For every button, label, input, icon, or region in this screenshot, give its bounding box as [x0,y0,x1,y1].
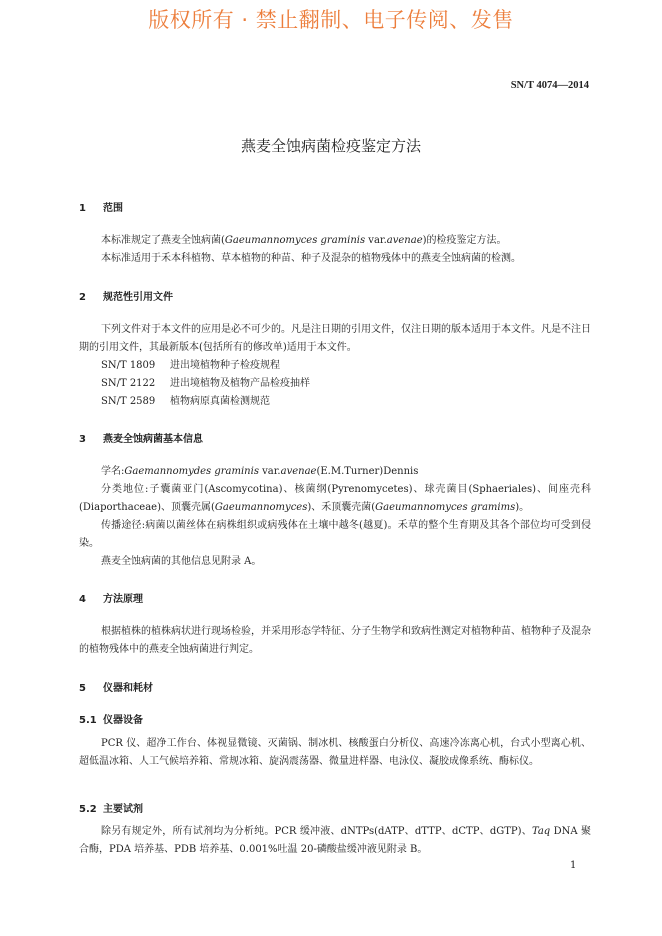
section-number: 5 [79,683,86,694]
normative-references-paragraph: 下列文件对于本文件的应用是必不可少的。凡是注日期的引用文件，仅注日期的版本适用于本文件。凡是不注日期的引用文件，其最新版本(包括所有的修改单)适用于本文件。 [79,324,591,353]
enzyme-name: Taq [531,826,551,837]
section-title: 方法原理 [103,594,143,605]
section-number: 4 [79,594,86,605]
section-2-heading [79,288,173,303]
scientific-name-paragraph [79,463,591,481]
section-title: 仪器设备 [103,715,143,726]
equipment-paragraph: PCR 仪、超净工作台、体视显微镜、灭菌锅、制冰机、核酸蛋白分析仪、高速冷冻离心机，台式小型离心机、超低温冰箱、人工气候培养箱、常规冰箱、旋涡震荡器、微量进样器、电泳仪、凝胶成像系统、酶标仪。 [79,738,591,767]
text-run: var. [258,466,281,477]
section-title: 规范性引用文件 [103,292,173,303]
section-number: 3 [79,434,86,445]
reference-code: SN/T 2122 [101,378,156,389]
section-number: 2 [79,292,86,303]
reference-code: SN/T 2589 [101,396,156,407]
text-run: 学名: [101,466,125,477]
text-run: (E.M.Turner)Dennis [316,466,419,477]
copyright-watermark: 版权所有 · 禁止翻制、电子传阅、发售 [148,8,514,32]
text-run: DNA 聚合酶，PDA 培养基、PDB 培养基、0.001%吐温 20-磷酸盐缓冲液见附录 B。 [79,826,591,855]
reference-title: 植物病原真菌检测规范 [170,396,270,407]
section-title: 仪器和耗材 [103,683,153,694]
scientific-name: avenae [386,235,423,246]
section-5-1-heading [79,711,143,726]
page-number: 1 [570,860,577,871]
scientific-name: Gaeumannomyces graminis [224,235,366,246]
section-4-heading [79,590,143,605]
scope-paragraph-1 [79,232,591,250]
reference-item [101,357,280,375]
reference-title: 进出境植物种子检疫规程 [170,360,280,371]
scientific-name: avenae [280,466,317,477]
standard-number: SN/T 4074—2014 [510,80,589,91]
section-1-heading [79,199,123,214]
section-5-heading [79,679,153,694]
text-run: 除另有规定外，所有试剂均为分析纯。PCR 缓冲液、dNTPs(dATP、dTTP、dCTP、dGTP)、 [101,826,532,837]
section-title: 燕麦全蚀病菌基本信息 [103,434,203,445]
scientific-name: Gaeumannomyces gramims [375,502,516,513]
section-title: 主要试剂 [103,804,143,815]
scientific-name: Gaeumannomyces [214,502,308,513]
other-info-paragraph: 燕麦全蚀病菌的其他信息见附录 A。 [101,556,262,567]
reagents-paragraph [79,823,591,859]
text-run: var. [365,235,387,246]
scope-paragraph-2: 本标准适用于禾本科植物、草本植物的种苗、种子及混杂的植物残体中的燕麦全蚀病菌的检测。 [101,253,521,264]
classification-paragraph [79,481,591,517]
text-run: )、禾顶囊壳菌( [307,502,376,513]
text-run: )。 [515,502,530,513]
text-run: 本标准规定了燕麦全蚀病菌( [101,235,225,246]
section-number: 5.2 [79,804,97,815]
method-principle-paragraph: 根据植株的植株病状进行现场检验，并采用形态学特征、分子生物学和致病性测定对植物种苗、植物种子及混杂的植物残体中的燕麦全蚀病菌进行判定。 [79,626,591,655]
reference-item [101,393,270,411]
section-3-heading [79,430,203,445]
reference-title: 进出境植物及植物产品检疫抽样 [170,378,310,389]
section-number: 5.1 [79,715,97,726]
section-5-2-heading [79,800,143,815]
transmission-paragraph: 传播途径:病菌以菌丝体在病株组织或病残体在土壤中越冬(越夏)。禾草的整个生育期及其各个部位均可受到侵染。 [79,520,591,549]
section-title: 范围 [103,203,123,214]
document-title: 燕麦全蚀病菌检疫鉴定方法 [240,137,421,155]
reference-code: SN/T 1809 [101,360,156,371]
scientific-name: Gaemannomydes graminis [124,466,259,477]
text-run: 分类地位:子囊菌亚门(Ascomycotina)、核菌纲(Pyrenomycetes)、球壳菌目(Sphaeriales)、间座壳科(Diaporthaceae)、顶囊壳属( [79,484,591,513]
reference-item [101,375,310,393]
section-number: 1 [79,203,86,214]
text-run: )的检疫鉴定方法。 [422,235,507,246]
